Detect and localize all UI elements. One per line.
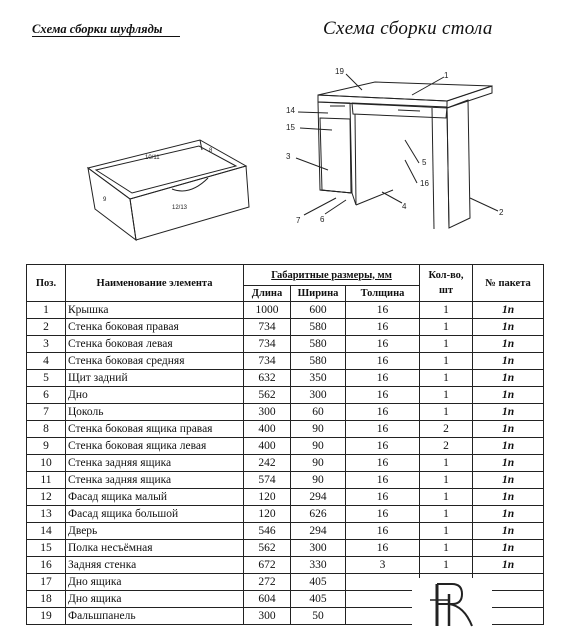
row-length: 242 [244, 455, 291, 472]
row-width: 90 [291, 455, 346, 472]
desk-label-5: 5 [422, 158, 427, 167]
row-qty: 1 [420, 489, 473, 506]
row-length: 562 [244, 387, 291, 404]
row-pack: 1п [473, 489, 544, 506]
row-qty: 2 [420, 421, 473, 438]
row-name: Стенка боковая средняя [66, 353, 244, 370]
brand-logo-icon [412, 578, 492, 632]
row-pos: 1 [27, 302, 66, 319]
header-length: Длина [244, 286, 291, 302]
row-qty: 1 [420, 336, 473, 353]
row-length: 734 [244, 353, 291, 370]
row-name: Стенка боковая ящика левая [66, 438, 244, 455]
row-length: 120 [244, 506, 291, 523]
row-qty: 1 [420, 472, 473, 489]
row-name: Стенка задняя ящика [66, 472, 244, 489]
row-thickness: 16 [346, 319, 420, 336]
row-name: Дверь [66, 523, 244, 540]
drawer-label-9: 9 [103, 197, 107, 203]
row-length: 574 [244, 472, 291, 489]
row-name: Задняя стенка [66, 557, 244, 574]
row-width: 580 [291, 353, 346, 370]
drawer-label-10-11: 10/11 [145, 155, 160, 161]
row-thickness: 16 [346, 404, 420, 421]
row-name: Полка несъёмная [66, 540, 244, 557]
row-width: 90 [291, 438, 346, 455]
drawer-drawing [88, 140, 249, 240]
row-pos: 17 [27, 574, 66, 591]
row-qty: 1 [420, 557, 473, 574]
row-width: 626 [291, 506, 346, 523]
desk-label-14: 14 [286, 106, 295, 115]
row-length: 400 [244, 421, 291, 438]
row-length: 400 [244, 438, 291, 455]
row-name: Крышка [66, 302, 244, 319]
row-width: 350 [291, 370, 346, 387]
row-thickness: 16 [346, 302, 420, 319]
table-row [27, 540, 544, 557]
row-length: 272 [244, 574, 291, 591]
desk-drawing [296, 74, 498, 229]
desk-label-19: 19 [335, 67, 344, 76]
row-pos: 7 [27, 404, 66, 421]
table-row [27, 438, 544, 455]
row-length: 672 [244, 557, 291, 574]
row-pack: 1п [473, 336, 544, 353]
table-row [27, 302, 544, 319]
table-row [27, 489, 544, 506]
desk-label-16: 16 [420, 179, 429, 188]
assembly-drawings [0, 0, 569, 262]
table-row [27, 387, 544, 404]
header-qty: Кол-во, шт [420, 265, 473, 302]
row-pos: 5 [27, 370, 66, 387]
row-name: Стенка боковая левая [66, 336, 244, 353]
row-pos: 18 [27, 591, 66, 608]
row-pos: 3 [27, 336, 66, 353]
row-qty: 2 [420, 438, 473, 455]
row-thickness: 16 [346, 336, 420, 353]
row-width: 405 [291, 591, 346, 608]
row-length: 734 [244, 319, 291, 336]
row-pack: 1п [473, 540, 544, 557]
row-qty: 1 [420, 353, 473, 370]
row-pack: 1п [473, 421, 544, 438]
header-pack: № пакета [473, 265, 544, 302]
parts-spec-table [26, 264, 544, 625]
row-width: 294 [291, 523, 346, 540]
row-width: 405 [291, 574, 346, 591]
row-name: Фасад ящика большой [66, 506, 244, 523]
row-thickness [346, 608, 420, 625]
row-width: 60 [291, 404, 346, 421]
drawer-label-12-13: 12/13 [172, 205, 188, 211]
row-thickness: 16 [346, 370, 420, 387]
table-row [27, 319, 544, 336]
row-qty: 1 [420, 404, 473, 421]
row-pos: 4 [27, 353, 66, 370]
row-pos: 6 [27, 387, 66, 404]
row-thickness: 16 [346, 353, 420, 370]
row-name: Фасад ящика малый [66, 489, 244, 506]
row-pos: 19 [27, 608, 66, 625]
table-row [27, 370, 544, 387]
row-name: Стенка боковая ящика правая [66, 421, 244, 438]
row-pos: 9 [27, 438, 66, 455]
row-length: 562 [244, 540, 291, 557]
row-pos: 13 [27, 506, 66, 523]
header-width: Ширина [291, 286, 346, 302]
row-length: 120 [244, 489, 291, 506]
header-pos: Поз. [27, 265, 66, 302]
row-thickness: 16 [346, 472, 420, 489]
row-width: 580 [291, 336, 346, 353]
desk-label-1: 1 [444, 71, 449, 80]
table-row [27, 455, 544, 472]
row-pos: 15 [27, 540, 66, 557]
row-pack: 1п [473, 438, 544, 455]
row-pos: 11 [27, 472, 66, 489]
desk-label-6: 6 [320, 215, 325, 224]
row-name: Дно ящика [66, 574, 244, 591]
row-qty: 1 [420, 540, 473, 557]
row-width: 294 [291, 489, 346, 506]
drawer-assembly-title: Схема сборки шуфляды [32, 22, 180, 37]
drawer-label-8: 8 [209, 148, 213, 154]
row-length: 632 [244, 370, 291, 387]
row-thickness: 16 [346, 387, 420, 404]
row-pack: 1п [473, 506, 544, 523]
table-row [27, 472, 544, 489]
row-thickness: 16 [346, 523, 420, 540]
row-pack: 1п [473, 557, 544, 574]
header-thickness: Толщина [346, 286, 420, 302]
header-dims: Габаритные размеры, мм [244, 265, 420, 286]
row-thickness: 16 [346, 438, 420, 455]
desk-label-2: 2 [499, 208, 504, 217]
row-pack: 1п [473, 302, 544, 319]
row-thickness: 3 [346, 557, 420, 574]
row-thickness [346, 591, 420, 608]
row-thickness: 16 [346, 540, 420, 557]
table-row [27, 506, 544, 523]
table-row [27, 523, 544, 540]
row-pos: 2 [27, 319, 66, 336]
desk-label-3: 3 [286, 152, 291, 161]
desk-label-15: 15 [286, 123, 295, 132]
row-qty: 1 [420, 523, 473, 540]
row-width: 300 [291, 540, 346, 557]
row-name: Цоколь [66, 404, 244, 421]
row-length: 300 [244, 404, 291, 421]
row-pack: 1п [473, 472, 544, 489]
row-pos: 14 [27, 523, 66, 540]
row-width: 90 [291, 472, 346, 489]
row-pack: 1п [473, 523, 544, 540]
row-pack: 1п [473, 353, 544, 370]
row-qty: 1 [420, 455, 473, 472]
row-name: Щит задний [66, 370, 244, 387]
brand-logo [412, 578, 492, 632]
row-pack: 1п [473, 455, 544, 472]
row-pos: 12 [27, 489, 66, 506]
row-width: 50 [291, 608, 346, 625]
row-pack: 1п [473, 387, 544, 404]
table-header-row [27, 265, 544, 286]
row-name: Стенка боковая правая [66, 319, 244, 336]
desk-label-4: 4 [402, 202, 407, 211]
row-pos: 16 [27, 557, 66, 574]
row-qty: 1 [420, 370, 473, 387]
row-qty: 1 [420, 302, 473, 319]
table-row [27, 421, 544, 438]
row-width: 90 [291, 421, 346, 438]
row-pos: 8 [27, 421, 66, 438]
row-thickness: 16 [346, 455, 420, 472]
table-row [27, 353, 544, 370]
row-length: 546 [244, 523, 291, 540]
row-thickness [346, 574, 420, 591]
row-qty: 1 [420, 506, 473, 523]
table-row [27, 557, 544, 574]
row-length: 300 [244, 608, 291, 625]
row-length: 1000 [244, 302, 291, 319]
row-width: 300 [291, 387, 346, 404]
table-row [27, 336, 544, 353]
row-thickness: 16 [346, 489, 420, 506]
row-thickness: 16 [346, 421, 420, 438]
row-name: Стенка задняя ящика [66, 455, 244, 472]
row-thickness: 16 [346, 506, 420, 523]
row-width: 330 [291, 557, 346, 574]
row-pack: 1п [473, 404, 544, 421]
row-width: 580 [291, 319, 346, 336]
desk-label-7: 7 [296, 216, 301, 225]
row-name: Фальшпанель [66, 608, 244, 625]
row-qty: 1 [420, 387, 473, 404]
row-qty: 1 [420, 319, 473, 336]
table-body [27, 302, 544, 625]
row-width: 600 [291, 302, 346, 319]
row-length: 604 [244, 591, 291, 608]
table-row [27, 404, 544, 421]
row-pack: 1п [473, 370, 544, 387]
row-pack: 1п [473, 319, 544, 336]
row-length: 734 [244, 336, 291, 353]
row-name: Дно [66, 387, 244, 404]
row-name: Дно ящика [66, 591, 244, 608]
row-pos: 10 [27, 455, 66, 472]
desk-assembly-title: Схема сборки стола [323, 18, 493, 39]
header-name: Наименование элемента [66, 265, 244, 302]
